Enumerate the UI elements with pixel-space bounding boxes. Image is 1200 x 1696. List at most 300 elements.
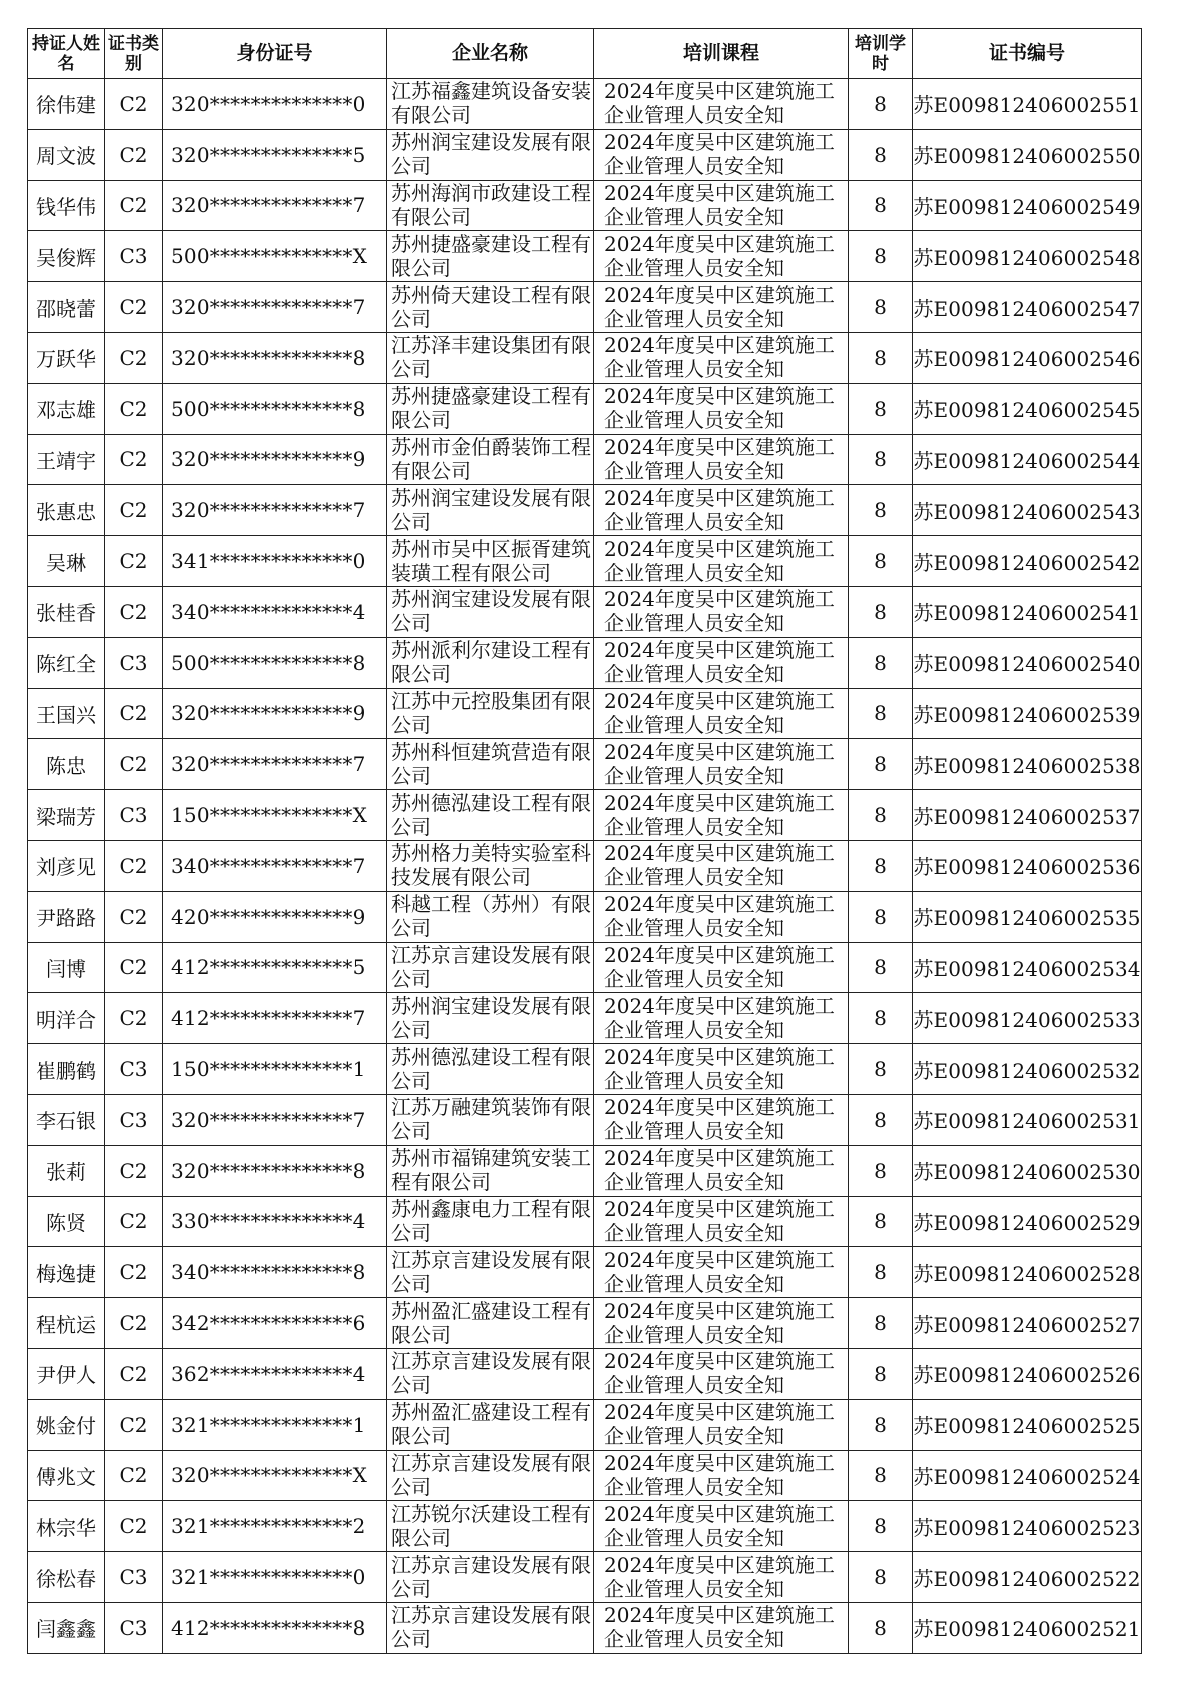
table-row [28, 79, 1142, 130]
cell-hours: 8 [849, 688, 913, 739]
cell-company-text: 江苏京言建设发展有限公司 [391, 1450, 591, 1499]
cell-company-text: 苏州派利尔建设工程有限公司 [391, 638, 591, 687]
cell-hours: 8 [849, 180, 913, 231]
certificate-table [27, 28, 1142, 1654]
cell-cert-number: 苏E009812406002549 [913, 180, 1142, 231]
table-row [28, 993, 1142, 1044]
cell-holder-name: 张桂香 [28, 586, 105, 637]
header-hours: 培训学时 [849, 29, 913, 79]
cell-hours: 8 [849, 1145, 913, 1196]
table-row [28, 891, 1142, 942]
table-row [28, 282, 1142, 333]
cell-holder-name: 王国兴 [28, 688, 105, 739]
cell-cert-category: C2 [105, 1399, 163, 1450]
cell-company-text: 江苏京言建设发展有限公司 [391, 1247, 591, 1296]
cell-course [594, 1247, 849, 1298]
cell-course-text: 2024年度吴中区建筑施工企业管理人员安全知 [604, 841, 835, 890]
cell-course [594, 1602, 849, 1653]
cell-cert-number: 苏E009812406002524 [913, 1450, 1142, 1501]
cell-company-text: 江苏京言建设发展有限公司 [391, 1603, 591, 1652]
cell-holder-name: 梁瑞芳 [28, 790, 105, 841]
cell-cert-number: 苏E009812406002538 [913, 739, 1142, 790]
cell-company [387, 586, 594, 637]
cell-company [387, 891, 594, 942]
cell-company-text: 苏州润宝建设发展有限公司 [391, 485, 591, 534]
cell-id-number: 340**************4 [163, 586, 387, 637]
table-row [28, 1044, 1142, 1095]
cell-course [594, 891, 849, 942]
table-row [28, 129, 1142, 180]
cell-course-text: 2024年度吴中区建筑施工企业管理人员安全知 [604, 638, 835, 687]
cell-course-text: 2024年度吴中区建筑施工企业管理人员安全知 [604, 130, 835, 179]
cell-hours: 8 [849, 129, 913, 180]
cell-hours: 8 [849, 1552, 913, 1603]
cell-cert-category: C2 [105, 1298, 163, 1349]
cell-hours: 8 [849, 790, 913, 841]
cell-cert-number: 苏E009812406002551 [913, 79, 1142, 130]
cell-course-text: 2024年度吴中区建筑施工企业管理人员安全知 [604, 587, 835, 636]
cell-holder-name: 徐松春 [28, 1552, 105, 1603]
cell-cert-number: 苏E009812406002532 [913, 1044, 1142, 1095]
cell-cert-number: 苏E009812406002541 [913, 586, 1142, 637]
cell-course-text: 2024年度吴中区建筑施工企业管理人员安全知 [604, 1349, 835, 1398]
cell-holder-name: 吴琳 [28, 536, 105, 587]
cell-hours: 8 [849, 383, 913, 434]
cell-course [594, 993, 849, 1044]
cell-course-text: 2024年度吴中区建筑施工企业管理人员安全知 [604, 1552, 835, 1601]
cell-course [594, 1348, 849, 1399]
cell-hours: 8 [849, 993, 913, 1044]
cell-company-text: 苏州鑫康电力工程有限公司 [391, 1196, 591, 1245]
cell-company [387, 1399, 594, 1450]
cell-course [594, 1044, 849, 1095]
cell-course-text: 2024年度吴中区建筑施工企业管理人员安全知 [604, 688, 835, 737]
cell-holder-name: 崔鹏鹤 [28, 1044, 105, 1095]
cell-course [594, 586, 849, 637]
cell-company-text: 苏州市金伯爵装饰工程有限公司 [391, 434, 591, 483]
cell-course-text: 2024年度吴中区建筑施工企业管理人员安全知 [604, 384, 835, 433]
cell-id-number: 320**************7 [163, 180, 387, 231]
cell-course-text: 2024年度吴中区建筑施工企业管理人员安全知 [604, 282, 835, 331]
cell-cert-category: C3 [105, 1602, 163, 1653]
cell-id-number: 320**************7 [163, 739, 387, 790]
cell-id-number: 500**************X [163, 231, 387, 282]
cell-cert-number: 苏E009812406002547 [913, 282, 1142, 333]
cell-holder-name: 徐伟建 [28, 79, 105, 130]
table-row [28, 1145, 1142, 1196]
cell-company [387, 129, 594, 180]
cell-id-number: 340**************7 [163, 840, 387, 891]
cell-hours: 8 [849, 231, 913, 282]
cell-id-number: 342**************6 [163, 1298, 387, 1349]
cell-id-number: 321**************0 [163, 1552, 387, 1603]
cell-company-text: 苏州倚天建设工程有限公司 [391, 282, 591, 331]
cell-hours: 8 [849, 739, 913, 790]
cell-id-number: 500**************8 [163, 637, 387, 688]
cell-hours: 8 [849, 1501, 913, 1552]
cell-id-number: 320**************9 [163, 434, 387, 485]
cell-company [387, 993, 594, 1044]
cell-cert-number: 苏E009812406002527 [913, 1298, 1142, 1349]
header-cert-category: 证书类别 [105, 29, 163, 79]
table-row [28, 1450, 1142, 1501]
cell-company [387, 942, 594, 993]
cell-company-text: 江苏福鑫建筑设备安装有限公司 [391, 79, 591, 128]
cell-company-text: 江苏泽丰建设集团有限公司 [391, 333, 591, 382]
cell-company [387, 688, 594, 739]
cell-course [594, 942, 849, 993]
cell-course-text: 2024年度吴中区建筑施工企业管理人员安全知 [604, 79, 835, 128]
cell-company-text: 苏州德泓建设工程有限公司 [391, 1044, 591, 1093]
cell-course-text: 2024年度吴中区建筑施工企业管理人员安全知 [604, 1044, 835, 1093]
cell-course-text: 2024年度吴中区建筑施工企业管理人员安全知 [604, 180, 835, 229]
cell-holder-name: 张惠忠 [28, 485, 105, 536]
cell-id-number: 320**************7 [163, 1094, 387, 1145]
cell-company [387, 180, 594, 231]
cell-company-text: 苏州捷盛豪建设工程有限公司 [391, 231, 591, 280]
cell-course [594, 332, 849, 383]
cell-course-text: 2024年度吴中区建筑施工企业管理人员安全知 [604, 434, 835, 483]
cell-id-number: 150**************1 [163, 1044, 387, 1095]
cell-course-text: 2024年度吴中区建筑施工企业管理人员安全知 [604, 892, 835, 941]
table-row [28, 1501, 1142, 1552]
cell-course [594, 1399, 849, 1450]
cell-holder-name: 陈忠 [28, 739, 105, 790]
cell-cert-number: 苏E009812406002545 [913, 383, 1142, 434]
cell-id-number: 330**************4 [163, 1196, 387, 1247]
cell-holder-name: 陈贤 [28, 1196, 105, 1247]
cell-cert-number: 苏E009812406002523 [913, 1501, 1142, 1552]
cell-hours: 8 [849, 942, 913, 993]
table-row [28, 840, 1142, 891]
cell-company [387, 1196, 594, 1247]
cell-holder-name: 尹路路 [28, 891, 105, 942]
cell-cert-category: C2 [105, 536, 163, 587]
cell-course-text: 2024年度吴中区建筑施工企业管理人员安全知 [604, 1603, 835, 1652]
cell-course [594, 1501, 849, 1552]
cell-company [387, 536, 594, 587]
cell-course [594, 840, 849, 891]
cell-course [594, 231, 849, 282]
cell-holder-name: 闫博 [28, 942, 105, 993]
cell-cert-category: C2 [105, 434, 163, 485]
cell-course [594, 180, 849, 231]
cell-course [594, 1145, 849, 1196]
cell-course [594, 790, 849, 841]
cell-id-number: 321**************1 [163, 1399, 387, 1450]
cell-cert-number: 苏E009812406002528 [913, 1247, 1142, 1298]
cell-cert-number: 苏E009812406002521 [913, 1602, 1142, 1653]
cell-id-number: 150**************X [163, 790, 387, 841]
cell-course [594, 129, 849, 180]
table-row [28, 1298, 1142, 1349]
cell-holder-name: 刘彦见 [28, 840, 105, 891]
cell-company [387, 1501, 594, 1552]
cell-cert-category: C2 [105, 1501, 163, 1552]
cell-hours: 8 [849, 1399, 913, 1450]
cell-company-text: 苏州海润市政建设工程有限公司 [391, 180, 591, 229]
cell-id-number: 320**************7 [163, 282, 387, 333]
cell-holder-name: 闫鑫鑫 [28, 1602, 105, 1653]
cell-cert-category: C3 [105, 231, 163, 282]
cell-company-text: 苏州润宝建设发展有限公司 [391, 993, 591, 1042]
cell-company-text: 苏州市福锦建筑安装工程有限公司 [391, 1146, 591, 1195]
cell-holder-name: 程杭运 [28, 1298, 105, 1349]
cell-company-text: 江苏锐尔沃建设工程有限公司 [391, 1501, 591, 1550]
cell-company [387, 485, 594, 536]
cell-company [387, 840, 594, 891]
table-row [28, 1399, 1142, 1450]
cell-company [387, 231, 594, 282]
cell-company [387, 1298, 594, 1349]
cell-hours: 8 [849, 536, 913, 587]
header-holder-name: 持证人姓名 [28, 29, 105, 79]
cell-company-text: 科越工程（苏州）有限公司 [391, 892, 591, 941]
cell-id-number: 320**************X [163, 1450, 387, 1501]
cell-id-number: 340**************8 [163, 1247, 387, 1298]
cell-hours: 8 [849, 485, 913, 536]
cell-company [387, 383, 594, 434]
cell-id-number: 320**************0 [163, 79, 387, 130]
cell-cert-category: C2 [105, 586, 163, 637]
cell-cert-number: 苏E009812406002548 [913, 231, 1142, 282]
cell-cert-category: C2 [105, 891, 163, 942]
cell-id-number: 412**************8 [163, 1602, 387, 1653]
cell-id-number: 320**************7 [163, 485, 387, 536]
cell-company [387, 1348, 594, 1399]
cell-course-text: 2024年度吴中区建筑施工企业管理人员安全知 [604, 485, 835, 534]
cell-hours: 8 [849, 79, 913, 130]
table-row [28, 536, 1142, 587]
cell-cert-number: 苏E009812406002526 [913, 1348, 1142, 1399]
cell-cert-category: C2 [105, 485, 163, 536]
cell-cert-category: C2 [105, 282, 163, 333]
cell-id-number: 321**************2 [163, 1501, 387, 1552]
cell-company [387, 332, 594, 383]
cell-holder-name: 林宗华 [28, 1501, 105, 1552]
table-body [28, 79, 1142, 1654]
cell-id-number: 320**************8 [163, 332, 387, 383]
cell-cert-number: 苏E009812406002534 [913, 942, 1142, 993]
cell-company-text: 苏州格力美特实验室科技发展有限公司 [391, 841, 591, 890]
cell-holder-name: 吴俊辉 [28, 231, 105, 282]
table-row [28, 1094, 1142, 1145]
cell-holder-name: 姚金付 [28, 1399, 105, 1450]
cell-course-text: 2024年度吴中区建筑施工企业管理人员安全知 [604, 1501, 835, 1550]
cell-id-number: 362**************4 [163, 1348, 387, 1399]
table-row [28, 231, 1142, 282]
cell-cert-category: C3 [105, 1044, 163, 1095]
cell-id-number: 412**************5 [163, 942, 387, 993]
table-row [28, 1552, 1142, 1603]
cell-company-text: 苏州盈汇盛建设工程有限公司 [391, 1298, 591, 1347]
table-row [28, 332, 1142, 383]
cell-cert-number: 苏E009812406002539 [913, 688, 1142, 739]
cell-holder-name: 明洋合 [28, 993, 105, 1044]
cell-course [594, 1450, 849, 1501]
cell-cert-category: C2 [105, 1348, 163, 1399]
cell-hours: 8 [849, 1602, 913, 1653]
table-row [28, 790, 1142, 841]
cell-hours: 8 [849, 434, 913, 485]
cell-cert-category: C2 [105, 1450, 163, 1501]
cell-company [387, 790, 594, 841]
cell-cert-category: C2 [105, 942, 163, 993]
cell-course-text: 2024年度吴中区建筑施工企业管理人员安全知 [604, 739, 835, 788]
cell-cert-category: C2 [105, 688, 163, 739]
cell-course [594, 79, 849, 130]
cell-hours: 8 [849, 1094, 913, 1145]
cell-course-text: 2024年度吴中区建筑施工企业管理人员安全知 [604, 993, 835, 1042]
table-row [28, 942, 1142, 993]
cell-company [387, 1602, 594, 1653]
cell-cert-category: C2 [105, 129, 163, 180]
cell-company-text: 江苏京言建设发展有限公司 [391, 1552, 591, 1601]
cell-hours: 8 [849, 1450, 913, 1501]
table-row [28, 688, 1142, 739]
cell-cert-category: C3 [105, 1094, 163, 1145]
cell-hours: 8 [849, 282, 913, 333]
cell-holder-name: 周文波 [28, 129, 105, 180]
cell-id-number: 341**************0 [163, 536, 387, 587]
cell-company-text: 江苏京言建设发展有限公司 [391, 942, 591, 991]
cell-holder-name: 王靖宇 [28, 434, 105, 485]
cell-cert-number: 苏E009812406002530 [913, 1145, 1142, 1196]
cell-cert-number: 苏E009812406002531 [913, 1094, 1142, 1145]
cell-course [594, 1196, 849, 1247]
cell-cert-number: 苏E009812406002550 [913, 129, 1142, 180]
header-cert-number: 证书编号 [913, 29, 1142, 79]
table-row [28, 637, 1142, 688]
cell-company-text: 江苏万融建筑装饰有限公司 [391, 1095, 591, 1144]
table-row [28, 180, 1142, 231]
table-row [28, 586, 1142, 637]
header-id-number: 身份证号 [163, 29, 387, 79]
cell-company [387, 1145, 594, 1196]
cell-id-number: 500**************8 [163, 383, 387, 434]
cell-cert-category: C2 [105, 993, 163, 1044]
cell-hours: 8 [849, 891, 913, 942]
cell-cert-category: C3 [105, 1552, 163, 1603]
cell-company-text: 苏州润宝建设发展有限公司 [391, 130, 591, 179]
cell-cert-number: 苏E009812406002543 [913, 485, 1142, 536]
cell-company [387, 1044, 594, 1095]
cell-cert-number: 苏E009812406002544 [913, 434, 1142, 485]
cell-holder-name: 钱华伟 [28, 180, 105, 231]
cell-hours: 8 [849, 637, 913, 688]
cell-company-text: 苏州润宝建设发展有限公司 [391, 587, 591, 636]
cell-company [387, 637, 594, 688]
cell-course-text: 2024年度吴中区建筑施工企业管理人员安全知 [604, 536, 835, 585]
cell-cert-number: 苏E009812406002533 [913, 993, 1142, 1044]
cell-cert-category: C2 [105, 1247, 163, 1298]
cell-company [387, 282, 594, 333]
cell-cert-number: 苏E009812406002542 [913, 536, 1142, 587]
cell-cert-category: C2 [105, 739, 163, 790]
cell-cert-category: C2 [105, 79, 163, 130]
cell-cert-category: C2 [105, 1196, 163, 1247]
cell-course-text: 2024年度吴中区建筑施工企业管理人员安全知 [604, 942, 835, 991]
cell-company [387, 1552, 594, 1603]
table-row [28, 739, 1142, 790]
cell-id-number: 320**************8 [163, 1145, 387, 1196]
cell-hours: 8 [849, 1247, 913, 1298]
cell-company-text: 江苏京言建设发展有限公司 [391, 1349, 591, 1398]
cell-id-number: 320**************5 [163, 129, 387, 180]
cell-holder-name: 傅兆文 [28, 1450, 105, 1501]
cell-hours: 8 [849, 1044, 913, 1095]
cell-cert-category: C2 [105, 332, 163, 383]
cell-course [594, 688, 849, 739]
cell-cert-category: C3 [105, 637, 163, 688]
cell-company-text: 苏州盈汇盛建设工程有限公司 [391, 1400, 591, 1449]
cell-course-text: 2024年度吴中区建筑施工企业管理人员安全知 [604, 1196, 835, 1245]
cell-id-number: 420**************9 [163, 891, 387, 942]
cell-cert-number: 苏E009812406002535 [913, 891, 1142, 942]
cell-company [387, 79, 594, 130]
cell-course-text: 2024年度吴中区建筑施工企业管理人员安全知 [604, 1450, 835, 1499]
cell-company [387, 1094, 594, 1145]
cell-cert-number: 苏E009812406002537 [913, 790, 1142, 841]
cell-holder-name: 邵晓蕾 [28, 282, 105, 333]
table-row [28, 1196, 1142, 1247]
cell-holder-name: 尹伊人 [28, 1348, 105, 1399]
cell-hours: 8 [849, 586, 913, 637]
cell-cert-number: 苏E009812406002536 [913, 840, 1142, 891]
table-header [28, 29, 1142, 79]
cell-company [387, 739, 594, 790]
cell-course [594, 1298, 849, 1349]
cell-hours: 8 [849, 840, 913, 891]
cell-company-text: 苏州德泓建设工程有限公司 [391, 790, 591, 839]
cell-course-text: 2024年度吴中区建筑施工企业管理人员安全知 [604, 1146, 835, 1195]
header-company: 企业名称 [387, 29, 594, 79]
cell-course [594, 282, 849, 333]
cell-hours: 8 [849, 332, 913, 383]
cell-company-text: 苏州捷盛豪建设工程有限公司 [391, 384, 591, 433]
cell-course-text: 2024年度吴中区建筑施工企业管理人员安全知 [604, 1095, 835, 1144]
cell-company-text: 苏州市吴中区振胥建筑装璜工程有限公司 [391, 536, 591, 585]
cell-course [594, 536, 849, 587]
cell-course [594, 739, 849, 790]
cell-company [387, 1247, 594, 1298]
cell-course [594, 637, 849, 688]
cell-hours: 8 [849, 1196, 913, 1247]
table-row [28, 1602, 1142, 1653]
cell-cert-number: 苏E009812406002522 [913, 1552, 1142, 1603]
table-row [28, 1348, 1142, 1399]
cell-id-number: 412**************7 [163, 993, 387, 1044]
cell-course-text: 2024年度吴中区建筑施工企业管理人员安全知 [604, 231, 835, 280]
cell-course [594, 1094, 849, 1145]
cell-company-text: 苏州科恒建筑营造有限公司 [391, 739, 591, 788]
cell-cert-number: 苏E009812406002525 [913, 1399, 1142, 1450]
cell-cert-number: 苏E009812406002529 [913, 1196, 1142, 1247]
cell-cert-number: 苏E009812406002540 [913, 637, 1142, 688]
cell-holder-name: 万跃华 [28, 332, 105, 383]
header-course: 培训课程 [594, 29, 849, 79]
cell-course [594, 485, 849, 536]
cell-course [594, 434, 849, 485]
cell-cert-category: C2 [105, 180, 163, 231]
cell-course [594, 383, 849, 434]
cell-holder-name: 邓志雄 [28, 383, 105, 434]
cell-company [387, 434, 594, 485]
cell-company-text: 江苏中元控股集团有限公司 [391, 688, 591, 737]
cell-hours: 8 [849, 1348, 913, 1399]
header-row [28, 29, 1142, 79]
table-row [28, 1247, 1142, 1298]
